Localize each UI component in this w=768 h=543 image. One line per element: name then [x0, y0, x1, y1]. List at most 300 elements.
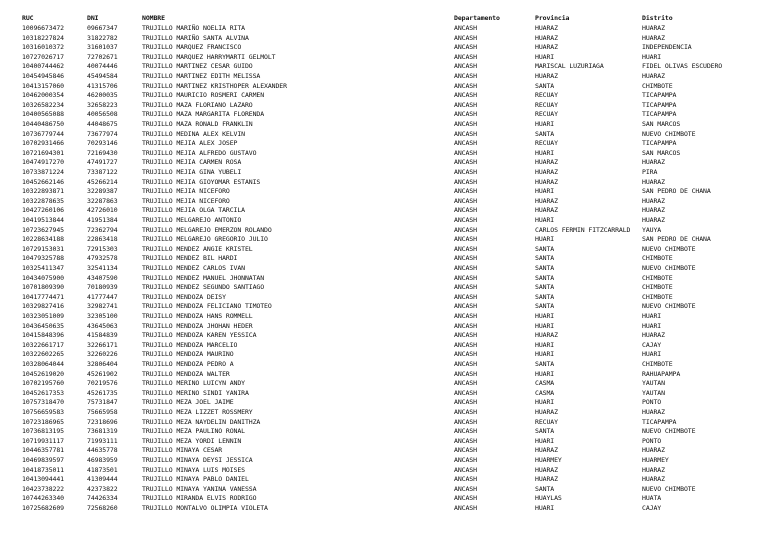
cell-departamento: ANCASH [454, 388, 477, 397]
cell-dni: 73681319 [87, 427, 118, 436]
cell-nombre: TRUJILLO MARQUEZ FRANCISCO [142, 43, 242, 52]
cell-departamento: ANCASH [454, 331, 477, 340]
cell-departamento: ANCASH [454, 225, 477, 234]
cell-distrito: YAUTAN [642, 388, 665, 397]
cell-provincia: SANTA [535, 283, 555, 292]
table-row [0, 43, 768, 53]
cell-departamento: ANCASH [454, 427, 477, 436]
cell-dni: 71993111 [87, 436, 118, 445]
cell-ruc: 10452662146 [22, 177, 64, 186]
cell-nombre: TRUJILLO MARQUEZ HARRYMARTI GELMOLT [142, 52, 276, 61]
cell-distrito: PONTO [642, 398, 662, 407]
cell-ruc: 10744263340 [22, 494, 64, 503]
cell-provincia: SANTA [535, 302, 555, 311]
cell-dni: 32541134 [87, 264, 118, 272]
cell-ruc: 10462000354 [22, 91, 64, 100]
table-row [0, 485, 768, 495]
cell-nombre: TRUJILLO MEJIA ALFREDO GUSTAVO [142, 148, 257, 157]
cell-dni: 22863418 [87, 235, 118, 244]
cell-ruc: 10729153031 [22, 244, 64, 253]
cell-dni: 72568260 [87, 504, 118, 512]
cell-ruc: 10701809390 [22, 283, 64, 292]
cell-nombre: TRUJILLO MENDOZA FELICIANO TIMOTEO [142, 302, 272, 311]
cell-departamento: ANCASH [454, 129, 477, 138]
cell-dni: 45261902 [87, 369, 118, 378]
cell-departamento: ANCASH [454, 379, 477, 388]
cell-distrito: CAJAY [642, 504, 662, 512]
cell-departamento: ANCASH [454, 350, 477, 359]
cell-dni: 32287863 [87, 196, 118, 205]
cell-distrito: TICAPAMPA [642, 139, 677, 148]
cell-nombre: TRUJILLO MINAYA YANINA VANESSA [142, 484, 257, 493]
cell-provincia: HUARAZ [535, 465, 558, 474]
cell-ruc: 10322661717 [22, 340, 64, 349]
cell-provincia: SANTA [535, 427, 555, 436]
cell-nombre: TRUJILLO MARTINEZ KRISTHOPER ALEXANDER [142, 81, 287, 90]
cell-ruc: 10323051009 [22, 312, 64, 320]
cell-ruc: 10400565088 [22, 110, 64, 119]
table-row [0, 341, 768, 351]
cell-ruc: 10733871224 [22, 168, 64, 176]
cell-departamento: ANCASH [454, 52, 477, 61]
cell-departamento: ANCASH [454, 398, 477, 407]
cell-departamento: ANCASH [454, 312, 477, 320]
cell-nombre: TRUJILLO MEJIA GINA YUBELI [142, 168, 242, 176]
cell-distrito: HUARI [642, 350, 662, 359]
cell-ruc: 10228634188 [22, 235, 64, 244]
cell-distrito: NUEVO CHIMBOTE [642, 484, 696, 493]
cell-departamento: ANCASH [454, 494, 477, 503]
cell-ruc: 10322878635 [22, 196, 64, 205]
table-row [0, 206, 768, 216]
cell-distrito: FIDEL OLIVAS ESCUDERO [642, 62, 723, 71]
cell-dni: 72318696 [87, 417, 118, 426]
table-row [0, 475, 768, 485]
cell-ruc: 10316010372 [22, 43, 64, 52]
cell-nombre: TRUJILLO MEJIA ALEX JOSEP [142, 139, 238, 148]
cell-provincia: HUARI [535, 436, 555, 445]
header-distrito: Distrito [642, 14, 673, 22]
table-row [0, 158, 768, 168]
cell-distrito: SAN PEDRO DE CHANA [642, 187, 711, 196]
cell-provincia: HUARI [535, 350, 555, 359]
cell-provincia: HUARAZ [535, 168, 558, 176]
cell-distrito: HUARAZ [642, 475, 665, 484]
cell-distrito: CHIMBOTE [642, 292, 673, 301]
table-row [0, 312, 768, 322]
cell-dni: 31822782 [87, 33, 118, 42]
cell-provincia: HUARI [535, 504, 555, 512]
cell-departamento: ANCASH [454, 244, 477, 253]
cell-dni: 41315706 [87, 81, 118, 90]
cell-distrito: CHIMBOTE [642, 360, 673, 368]
table-row [0, 245, 768, 255]
table-row [0, 360, 768, 370]
cell-distrito: PONTO [642, 436, 662, 445]
cell-provincia: HUARI [535, 52, 555, 61]
cell-nombre: TRUJILLO MEJIA GIOYOMAR ESTANIS [142, 177, 261, 186]
cell-dni: 72702671 [87, 52, 118, 61]
cell-dni: 40074446 [87, 62, 118, 71]
table-row [0, 168, 768, 178]
cell-departamento: ANCASH [454, 235, 477, 244]
cell-nombre: TRUJILLO MENDOZA WALTER [142, 369, 230, 378]
cell-dni: 43407590 [87, 273, 118, 282]
cell-provincia: HUARI [535, 340, 555, 349]
table-row [0, 456, 768, 466]
cell-nombre: TRUJILLO MAURICIO ROSMERI CARMEN [142, 91, 265, 100]
table-row [0, 504, 768, 514]
cell-departamento: ANCASH [454, 484, 477, 493]
cell-departamento: ANCASH [454, 43, 477, 52]
cell-nombre: TRUJILLO MARTINEZ CESAR GUIDO [142, 62, 253, 71]
cell-distrito: SAN MARCOS [642, 120, 681, 128]
cell-departamento: ANCASH [454, 72, 477, 80]
cell-departamento: ANCASH [454, 206, 477, 215]
header-nombre: NOMBRE [142, 14, 165, 22]
cell-nombre: TRUJILLO MEZA LIZZET ROSSMERY [142, 408, 253, 416]
cell-nombre: TRUJILLO MENDOZA JHOHAN HEDER [142, 321, 253, 330]
cell-nombre: TRUJILLO MEJIA NICEFORO [142, 187, 230, 196]
cell-nombre: TRUJILLO MENDEZ SEGUNDO SANTIAGO [142, 283, 265, 292]
cell-distrito: HUARMEY [642, 456, 669, 464]
cell-nombre: TRUJILLO MIRANDA ELVIS RODRIGO [142, 494, 257, 503]
cell-distrito: HUARAZ [642, 24, 665, 32]
cell-ruc: 10702931466 [22, 139, 64, 148]
cell-departamento: ANCASH [454, 340, 477, 349]
header-provincia: Provincia [535, 14, 570, 22]
cell-dni: 41951384 [87, 216, 118, 224]
cell-provincia: HUARI [535, 312, 555, 320]
cell-departamento: ANCASH [454, 292, 477, 301]
cell-dni: 75665958 [87, 408, 118, 416]
cell-nombre: TRUJILLO MARIÑO NOELIA RITA [142, 24, 245, 32]
table-row [0, 408, 768, 418]
cell-dni: 41309444 [87, 475, 118, 484]
cell-dni: 32982741 [87, 302, 118, 311]
cell-departamento: ANCASH [454, 417, 477, 426]
cell-distrito: TICAPAMPA [642, 100, 677, 109]
cell-provincia: HUARAZ [535, 475, 558, 484]
cell-departamento: ANCASH [454, 100, 477, 109]
cell-dni: 09667347 [87, 24, 118, 32]
cell-distrito: HUARAZ [642, 408, 665, 416]
cell-departamento: ANCASH [454, 369, 477, 378]
cell-ruc: 10418735011 [22, 465, 64, 474]
cell-dni: 45494584 [87, 72, 118, 80]
cell-departamento: ANCASH [454, 158, 477, 167]
cell-distrito: YAUTAN [642, 379, 665, 388]
cell-nombre: TRUJILLO MENDOZA PEDRO A [142, 360, 234, 368]
cell-ruc: 10452617353 [22, 388, 64, 397]
cell-departamento: ANCASH [454, 475, 477, 484]
cell-distrito: HUARAZ [642, 33, 665, 42]
cell-departamento: ANCASH [454, 187, 477, 196]
cell-distrito: RAHUAPAMPA [642, 369, 681, 378]
table-row [0, 235, 768, 245]
cell-ruc: 10423738222 [22, 484, 64, 493]
cell-distrito: HUARAZ [642, 446, 665, 455]
cell-distrito: INDEPENDENCIA [642, 43, 692, 52]
cell-distrito: NUEVO CHIMBOTE [642, 302, 696, 311]
cell-distrito: SAN MARCOS [642, 148, 681, 157]
cell-provincia: RECUAY [535, 139, 558, 148]
cell-departamento: ANCASH [454, 216, 477, 224]
cell-departamento: ANCASH [454, 446, 477, 455]
cell-provincia: SANTA [535, 273, 555, 282]
cell-ruc: 10469839597 [22, 456, 64, 464]
cell-dni: 31601037 [87, 43, 118, 52]
cell-nombre: TRUJILLO MAZA RONALD FRANKLIN [142, 120, 253, 128]
cell-distrito: CHIMBOTE [642, 254, 673, 263]
table-row [0, 283, 768, 293]
cell-dni: 70293146 [87, 139, 118, 148]
cell-provincia: HUARAZ [535, 408, 558, 416]
cell-departamento: ANCASH [454, 139, 477, 148]
cell-distrito: HUARI [642, 321, 662, 330]
cell-nombre: TRUJILLO MINAYA DEYSI JESSICA [142, 456, 253, 464]
cell-dni: 32658223 [87, 100, 118, 109]
cell-provincia: RECUAY [535, 91, 558, 100]
cell-nombre: TRUJILLO MEJIA OLGA TARCILA [142, 206, 245, 215]
table-row [0, 110, 768, 120]
cell-provincia: HUARAZ [535, 177, 558, 186]
cell-nombre: TRUJILLO MARIÑO SANTA ALVINA [142, 33, 249, 42]
cell-provincia: SANTA [535, 81, 555, 90]
cell-ruc: 10436450635 [22, 321, 64, 330]
cell-dni: 70180939 [87, 283, 118, 292]
table-row [0, 216, 768, 226]
cell-departamento: ANCASH [454, 62, 477, 71]
cell-departamento: ANCASH [454, 360, 477, 368]
table-header-row [0, 14, 768, 24]
table-row [0, 322, 768, 332]
cell-provincia: HUARI [535, 235, 555, 244]
cell-provincia: HUARAZ [535, 158, 558, 167]
cell-departamento: ANCASH [454, 91, 477, 100]
cell-distrito: SAN PEDRO DE CHANA [642, 235, 711, 244]
cell-departamento: ANCASH [454, 273, 477, 282]
cell-departamento: ANCASH [454, 148, 477, 157]
cell-provincia: HUAYLAS [535, 494, 562, 503]
table-row [0, 302, 768, 312]
cell-distrito: NUEVO CHIMBOTE [642, 264, 696, 272]
cell-provincia: RECUAY [535, 417, 558, 426]
cell-departamento: ANCASH [454, 33, 477, 42]
cell-provincia: HUARAZ [535, 43, 558, 52]
cell-distrito: NUEVO CHIMBOTE [642, 427, 696, 436]
cell-distrito: YAUYA [642, 225, 662, 234]
cell-dni: 41873501 [87, 465, 118, 474]
cell-nombre: TRUJILLO MENDEZ MANUEL JHONNATAN [142, 273, 265, 282]
table-row [0, 101, 768, 111]
cell-provincia: HUARAZ [535, 196, 558, 205]
cell-dni: 45261735 [87, 388, 118, 397]
cell-nombre: TRUJILLO MENDOZA KAREN YESSICA [142, 331, 257, 340]
cell-dni: 32806404 [87, 360, 118, 368]
cell-distrito: HUARAZ [642, 216, 665, 224]
cell-dni: 72169430 [87, 148, 118, 157]
cell-distrito: HUARAZ [642, 72, 665, 80]
cell-nombre: TRUJILLO MENDOZA MARCELIO [142, 340, 238, 349]
cell-nombre: TRUJILLO MINAYA LUIS MOISES [142, 465, 245, 474]
table-row [0, 494, 768, 504]
cell-provincia: CARLOS FERMIN FITZCARRALD [535, 225, 631, 234]
cell-provincia: MARISCAL LUZURIAGA [535, 62, 604, 71]
cell-dni: 32305100 [87, 312, 118, 320]
table-row [0, 178, 768, 188]
table-row [0, 187, 768, 197]
cell-departamento: ANCASH [454, 456, 477, 464]
cell-departamento: ANCASH [454, 436, 477, 445]
cell-provincia: SANTA [535, 264, 555, 272]
cell-departamento: ANCASH [454, 264, 477, 272]
table-row [0, 437, 768, 447]
cell-nombre: TRUJILLO MEJIA CARMEN ROSA [142, 158, 242, 167]
cell-ruc: 10325411347 [22, 264, 64, 272]
cell-provincia: RECUAY [535, 100, 558, 109]
cell-ruc: 10454945846 [22, 72, 64, 80]
cell-dni: 47932578 [87, 254, 118, 263]
cell-departamento: ANCASH [454, 302, 477, 311]
cell-nombre: TRUJILLO MEZA YORDI LENNIN [142, 436, 242, 445]
table-row [0, 149, 768, 159]
table-row [0, 82, 768, 92]
cell-nombre: TRUJILLO MONTALVO OLIMPIA VIOLETA [142, 504, 268, 512]
cell-nombre: TRUJILLO MEZA JOEL JAIME [142, 398, 234, 407]
table-row [0, 370, 768, 380]
cell-nombre: TRUJILLO MENDEZ CARLOS IVAN [142, 264, 245, 272]
cell-nombre: TRUJILLO MERINO LUICYN ANDY [142, 379, 245, 388]
table-row [0, 24, 768, 34]
table-row [0, 446, 768, 456]
cell-dni: 42373822 [87, 484, 118, 493]
cell-dni: 45266214 [87, 177, 118, 186]
table-row [0, 139, 768, 149]
cell-dni: 32266171 [87, 340, 118, 349]
cell-ruc: 10725682609 [22, 504, 64, 512]
cell-dni: 46983959 [87, 456, 118, 464]
header-dni: DNI [87, 14, 99, 22]
cell-dni: 32260226 [87, 350, 118, 359]
cell-ruc: 10723627945 [22, 225, 64, 234]
cell-provincia: CASMA [535, 388, 555, 397]
cell-provincia: HUARAZ [535, 206, 558, 215]
table-row [0, 389, 768, 399]
cell-nombre: TRUJILLO MINAYA PABLO DANIEL [142, 475, 249, 484]
cell-departamento: ANCASH [454, 110, 477, 119]
cell-provincia: HUARI [535, 187, 555, 196]
cell-ruc: 10702195760 [22, 379, 64, 388]
cell-ruc: 10322893871 [22, 187, 64, 196]
cell-nombre: TRUJILLO MELGAREJO GREGORIO JULIO [142, 235, 268, 244]
cell-departamento: ANCASH [454, 177, 477, 186]
cell-dni: 73677974 [87, 129, 118, 138]
cell-ruc: 10328064044 [22, 360, 64, 368]
cell-ruc: 10329827416 [22, 302, 64, 311]
table-row [0, 53, 768, 63]
cell-dni: 73387122 [87, 168, 118, 176]
cell-provincia: CASMA [535, 379, 555, 388]
cell-provincia: SANTA [535, 244, 555, 253]
cell-ruc: 10419513844 [22, 216, 64, 224]
cell-provincia: HUARI [535, 216, 555, 224]
cell-provincia: SANTA [535, 292, 555, 301]
cell-distrito: CHIMBOTE [642, 81, 673, 90]
cell-departamento: ANCASH [454, 120, 477, 128]
cell-distrito: CHIMBOTE [642, 283, 673, 292]
cell-ruc: 10427260106 [22, 206, 64, 215]
cell-nombre: TRUJILLO MEDINA ALEX KELVIN [142, 129, 245, 138]
table-row [0, 293, 768, 303]
cell-provincia: HUARAZ [535, 33, 558, 42]
cell-ruc: 10757318470 [22, 398, 64, 407]
cell-provincia: HUARI [535, 369, 555, 378]
cell-distrito: HUARI [642, 312, 662, 320]
cell-nombre: TRUJILLO MENDOZA HANS ROMMELL [142, 312, 253, 320]
cell-nombre: TRUJILLO MENDEZ ANGIE KRISTEL [142, 244, 253, 253]
cell-departamento: ANCASH [454, 254, 477, 263]
table-row [0, 34, 768, 44]
cell-departamento: ANCASH [454, 283, 477, 292]
cell-ruc: 10474917270 [22, 158, 64, 167]
cell-nombre: TRUJILLO MELGAREJO ANTONIO [142, 216, 242, 224]
cell-dni: 43645063 [87, 321, 118, 330]
table-row [0, 62, 768, 72]
cell-ruc: 10721694301 [22, 148, 64, 157]
cell-ruc: 10096673472 [22, 24, 64, 32]
cell-nombre: TRUJILLO MAZA FLORIANO LAZARO [142, 100, 253, 109]
cell-distrito: HUARI [642, 52, 662, 61]
cell-dni: 72362794 [87, 225, 118, 234]
cell-nombre: TRUJILLO MERINO SINDI YANIRA [142, 388, 249, 397]
cell-ruc: 10736779744 [22, 129, 64, 138]
cell-ruc: 10756659583 [22, 408, 64, 416]
cell-provincia: HUARI [535, 120, 555, 128]
table-row [0, 427, 768, 437]
cell-departamento: ANCASH [454, 168, 477, 176]
cell-nombre: TRUJILLO MENDOZA MAURINO [142, 350, 234, 359]
table-row [0, 398, 768, 408]
cell-distrito: HUARAZ [642, 158, 665, 167]
cell-ruc: 10452619020 [22, 369, 64, 378]
cell-dni: 70219576 [87, 379, 118, 388]
cell-provincia: SANTA [535, 360, 555, 368]
cell-dni: 41777447 [87, 292, 118, 301]
table-row [0, 197, 768, 207]
cell-provincia: HUARI [535, 321, 555, 330]
cell-distrito: TICAPAMPA [642, 91, 677, 100]
cell-distrito: HUARAZ [642, 331, 665, 340]
table-row [0, 72, 768, 82]
cell-distrito: HUARAZ [642, 177, 665, 186]
cell-distrito: TICAPAMPA [642, 417, 677, 426]
cell-distrito: NUEVO CHIMBOTE [642, 244, 696, 253]
cell-distrito: HUARAZ [642, 465, 665, 474]
cell-nombre: TRUJILLO MINAYA CESAR [142, 446, 223, 455]
cell-departamento: ANCASH [454, 504, 477, 512]
table-row [0, 418, 768, 428]
cell-dni: 44635778 [87, 446, 118, 455]
cell-dni: 32289387 [87, 187, 118, 196]
cell-ruc: 10417774471 [22, 292, 64, 301]
table-row [0, 130, 768, 140]
cell-dni: 72915303 [87, 244, 118, 253]
cell-provincia: HUARI [535, 398, 555, 407]
cell-ruc: 10326582234 [22, 100, 64, 109]
table-row [0, 120, 768, 130]
cell-provincia: HUARI [535, 148, 555, 157]
